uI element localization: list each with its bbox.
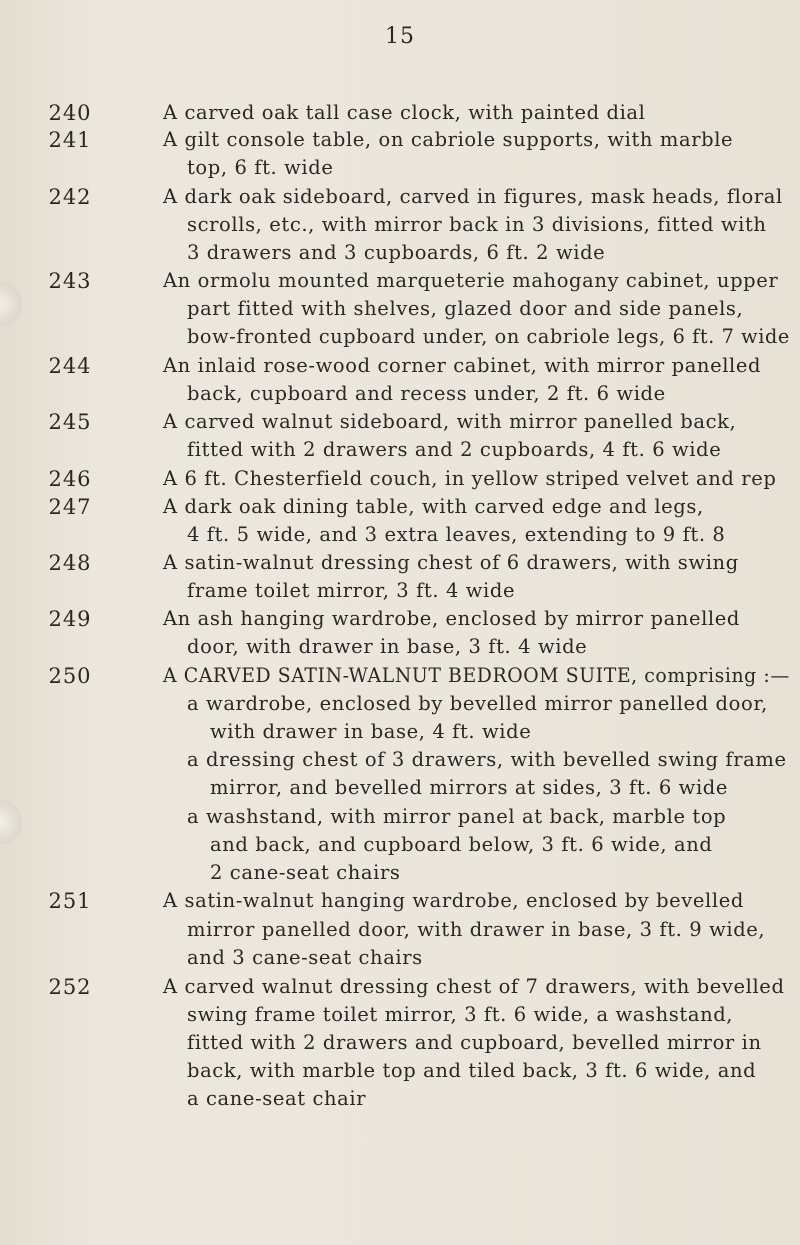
lot-description-line: a cane-seat chair: [187, 1087, 367, 1110]
lot-description-line: a dressing chest of 3 drawers, with bevelled swing frame: [187, 748, 787, 771]
lot-description-line: and back, and cupboard below, 3 ft. 6 wide, and: [210, 833, 713, 856]
lot-description-line: back, with marble top and tiled back, 3 ft. 6 wide, and: [187, 1059, 757, 1082]
lot-description-line: A dark oak sideboard, carved in figures, mask heads, floral: [163, 185, 783, 208]
lot-description-line: 2 cane-seat chairs: [210, 861, 401, 884]
lot-description-line: frame toilet mirror, 3 ft. 4 wide: [187, 579, 516, 602]
lot-description-line: A gilt console table, on cabriole supports, with marble: [163, 128, 734, 151]
lot-description-line: a washstand, with mirror panel at back, marble top: [187, 805, 727, 828]
lot-number: 251: [48, 889, 92, 913]
lot-number: 245: [48, 410, 92, 434]
lot-description-line: bow-fronted cupboard under, on cabriole legs, 6 ft. 7 wide: [187, 325, 790, 348]
lot-description-line: fitted with 2 drawers and cupboard, bevelled mirror in: [187, 1031, 762, 1054]
lot-description-line: A satin-walnut dressing chest of 6 drawers, with swing: [163, 551, 739, 574]
lot-description-line: door, with drawer in base, 3 ft. 4 wide: [187, 635, 588, 658]
lot-description-line: top, 6 ft. wide: [187, 156, 334, 179]
lot-number: 249: [48, 607, 92, 631]
lot-description-line: An inlaid rose-wood corner cabinet, with mirror panelled: [163, 354, 762, 377]
lot-number: 244: [48, 354, 92, 378]
lot-description-line: with drawer in base, 4 ft. wide: [210, 720, 532, 743]
lot-description-line: a wardrobe, enclosed by bevelled mirror panelled door,: [187, 692, 768, 715]
lot-description-line: An ormolu mounted marqueterie mahogany cabinet, upper: [163, 269, 779, 292]
lot-number: 240: [48, 101, 92, 125]
lot-description-line: A carved walnut sideboard, with mirror panelled back,: [163, 410, 737, 433]
lot-description-line: A satin-walnut hanging wardrobe, enclosed by bevelled: [163, 889, 744, 912]
lot-description-line: scrolls, etc., with mirror back in 3 divisions, fitted with: [187, 213, 767, 236]
lot-description-line: A carved oak tall case clock, with painted dial: [163, 101, 646, 124]
lot-description-line: and 3 cane-seat chairs: [187, 946, 423, 969]
lot-number: 243: [48, 269, 92, 293]
lot-description-line: A CARVED SATIN-WALNUT BEDROOM SUITE, comprising :—: [163, 664, 790, 687]
page-number: 15: [385, 24, 415, 49]
lot-description-line: back, cupboard and recess under, 2 ft. 6 wide: [187, 382, 666, 405]
lot-number: 252: [48, 975, 92, 999]
lot-description-line: 4 ft. 5 wide, and 3 extra leaves, extending to 9 ft. 8: [187, 523, 726, 546]
lot-description-line: swing frame toilet mirror, 3 ft. 6 wide, a washstand,: [187, 1003, 734, 1026]
lot-description-line: fitted with 2 drawers and 2 cupboards, 4 ft. 6 wide: [187, 438, 722, 461]
lot-number: 246: [48, 467, 92, 491]
lot-description-line: part fitted with shelves, glazed door and side panels,: [187, 297, 744, 320]
lot-description-line: A carved walnut dressing chest of 7 drawers, with bevelled: [163, 975, 785, 998]
lot-description-line: mirror, and bevelled mirrors at sides, 3 ft. 6 wide: [210, 776, 729, 799]
lot-number: 242: [48, 185, 92, 209]
lot-description-line: mirror panelled door, with drawer in base, 3 ft. 9 wide,: [187, 918, 766, 941]
punch-hole: [0, 800, 22, 844]
lot-number: 247: [48, 495, 92, 519]
lot-number: 241: [48, 128, 92, 152]
lot-number: 250: [48, 664, 92, 688]
lot-description-line: A dark oak dining table, with carved edge and legs,: [163, 495, 704, 518]
lot-description-line: 3 drawers and 3 cupboards, 6 ft. 2 wide: [187, 241, 606, 264]
lot-description-line: A 6 ft. Chesterfield couch, in yellow striped velvet and rep: [163, 467, 777, 490]
lot-description-line: An ash hanging wardrobe, enclosed by mirror panelled: [163, 607, 740, 630]
lot-number: 248: [48, 551, 92, 575]
